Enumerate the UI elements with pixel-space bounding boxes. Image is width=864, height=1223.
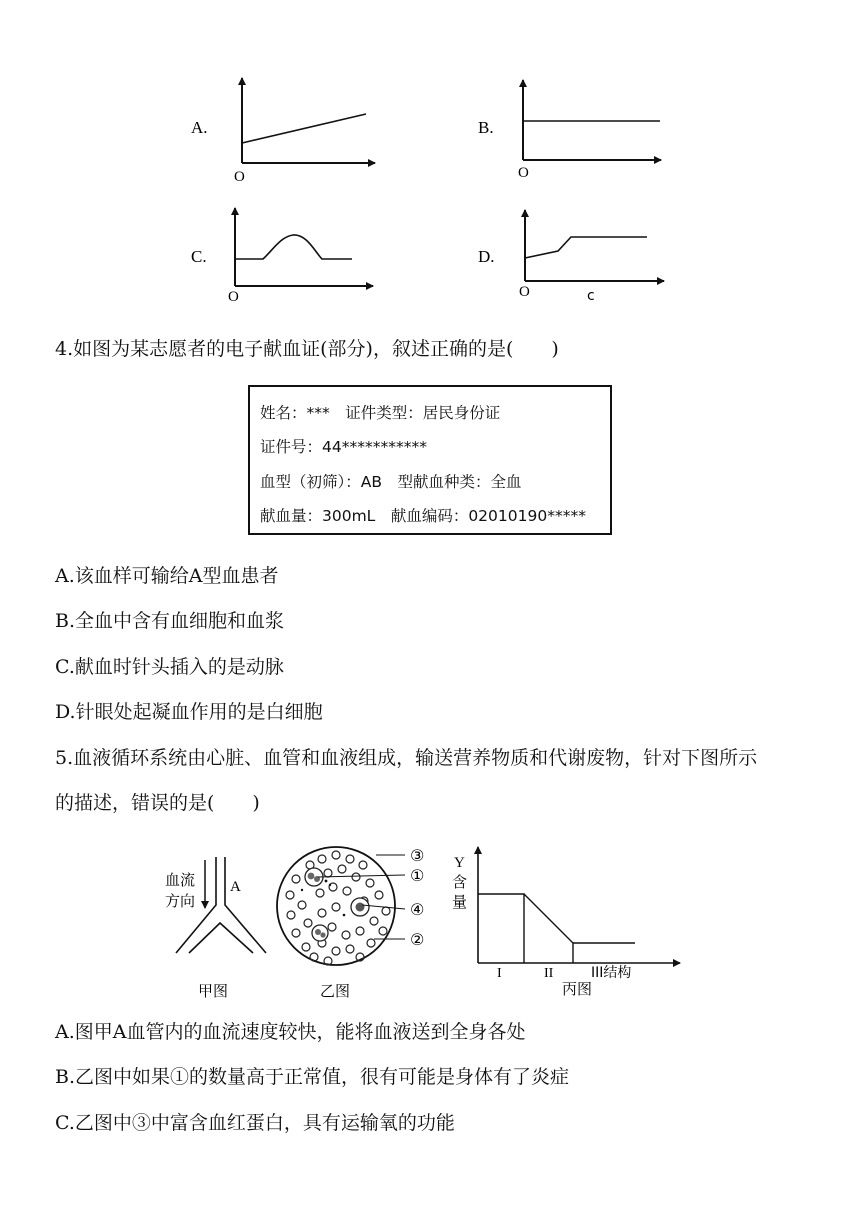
yi-callout-4: ④ [410, 900, 425, 919]
graph-d-origin: O [519, 284, 530, 300]
q5-stem-line1: 5.血液循环系统由心脏、血管和血液组成，输送营养物质和代谢废物，针对下图所示 [55, 747, 758, 769]
bing-segment-2 [524, 894, 573, 963]
card-line-bloodtype: 血型（初筛）：AB 型献血种类：全血 [260, 473, 522, 491]
bing-x-tick-1: I [497, 966, 502, 981]
graph-c-label: C. [191, 247, 207, 266]
jia-flow-label-1: 血流 [165, 871, 196, 889]
q5-stem-line2: 的描述，错误的是( ) [55, 792, 260, 814]
graph-d-axis-mark: c [587, 288, 595, 304]
card-line-id: 证件号：44*********** [260, 438, 427, 456]
jia-flow-label-2: 方向 [165, 892, 196, 910]
graph-c-origin: O [228, 289, 239, 305]
graph-d-label: D. [478, 247, 495, 266]
jia-vessel-right-wall [225, 857, 266, 953]
q5-option-c: C.乙图中③中富含血红蛋白，具有运输氧的功能 [55, 1112, 455, 1134]
graph-b-origin: O [518, 165, 529, 181]
bing-segment-1 [478, 894, 524, 963]
bing-x-tick-2: II [544, 966, 554, 981]
graph-b [478, 80, 661, 181]
q4-option-a: A.该血样可输给A型血患者 [55, 565, 279, 587]
yi-callout-1: ① [410, 866, 425, 885]
jia-vessel-label: A [230, 879, 241, 895]
graph-a-label: A. [191, 118, 208, 137]
q4-option-b: B.全血中含有血细胞和血浆 [55, 610, 285, 632]
bing-y-label-3: 量 [452, 893, 468, 911]
graph-c-curve [235, 235, 352, 259]
q5-option-a: A.图甲A血管内的血流速度较快，能将血液送到全身各处 [55, 1021, 526, 1043]
bing-y-label-1: Y [454, 855, 465, 871]
q5-figure [150, 835, 710, 1005]
figure-yi [277, 846, 424, 1000]
graph-a-curve [242, 114, 366, 143]
q4-option-c: C.献血时针头插入的是动脉 [55, 656, 284, 678]
yi-callout-3: ③ [410, 846, 425, 865]
q4-option-d: D.针眼处起凝血作用的是白细胞 [55, 701, 323, 723]
graph-d [478, 210, 664, 304]
yi-callout-2: ② [410, 930, 425, 949]
blood-donation-card [248, 385, 612, 535]
q4-stem: 4.如图为某志愿者的电子献血证(部分)，叙述正确的是( ) [55, 338, 559, 360]
graph-b-label: B. [478, 118, 494, 137]
bing-y-label-2: 含 [452, 873, 468, 891]
graph-c [191, 208, 373, 305]
bing-x-tick-3: III结构 [591, 965, 632, 981]
yi-caption: 乙图 [320, 982, 351, 1000]
bing-caption: 丙图 [562, 980, 593, 998]
q5-option-b: B.乙图中如果①的数量高于正常值，很有可能是身体有了炎症 [55, 1066, 570, 1088]
figure-jia [165, 857, 266, 1000]
figure-bing [452, 847, 680, 998]
q3-graphs [0, 0, 864, 320]
graph-d-curve [525, 237, 647, 258]
card-line-name: 姓名：*** 证件类型：居民身份证 [260, 404, 501, 422]
graph-a [191, 78, 375, 185]
jia-caption: 甲图 [198, 982, 229, 1000]
graph-a-origin: O [234, 169, 245, 185]
card-line-volume: 献血量：300mL 献血编码：02010190***** [260, 507, 586, 525]
